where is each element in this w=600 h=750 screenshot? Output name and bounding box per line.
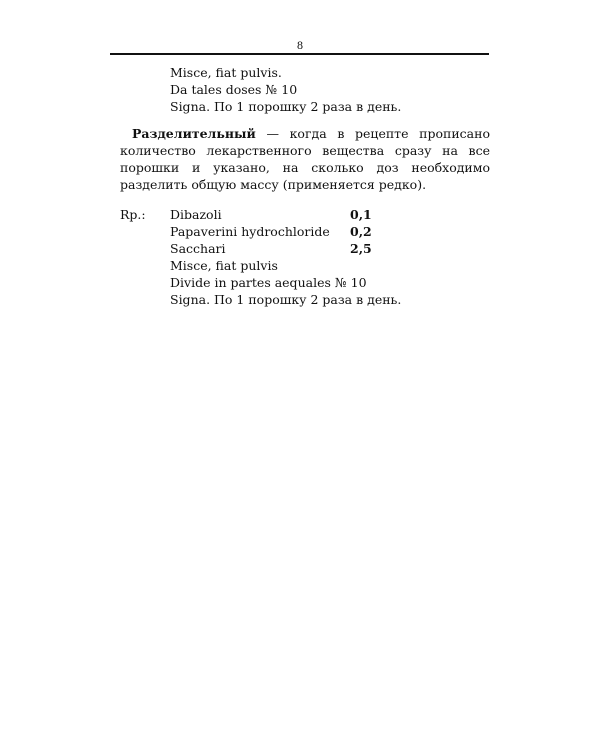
ingredient-name: Dibazoli <box>170 206 222 222</box>
recipe-instruction: Misce, fiat pulvis <box>170 257 278 273</box>
recipe-indent <box>120 240 170 257</box>
previous-recipe-block <box>120 64 490 115</box>
ingredient-amount: 0,2 <box>350 223 372 239</box>
recipe-instruction-row <box>120 257 490 274</box>
ingredient-amount: 0,1 <box>350 206 372 222</box>
recipe-line: Da tales doses № 10 <box>170 82 298 97</box>
recipe-line: Signa. По 1 порошку 2 раза в день. <box>170 99 402 114</box>
page-number: 8 <box>297 38 303 52</box>
ingredient-name: Sacchari <box>170 240 226 256</box>
recipe-indent <box>120 291 170 308</box>
recipe-block <box>120 206 490 308</box>
recipe-ingredient-row <box>120 206 490 223</box>
ingredient-amount: 2,5 <box>350 240 372 256</box>
recipe-indent <box>120 257 170 274</box>
recipe-instruction-row <box>120 274 490 291</box>
definition-paragraph <box>120 125 490 193</box>
recipe-instruction: Divide in partes aequales № 10 <box>170 274 367 290</box>
definition-text: — когда в рецепте прописано количество лекарственного вещества сразу на все порошки и указано, на сколько доз необходимо разделить общую массу (применяется редко). <box>120 126 490 192</box>
page-content <box>120 64 490 308</box>
ingredient-name: Papaverini hydrochloride <box>170 223 330 239</box>
recipe-indent <box>120 223 170 240</box>
recipe-ingredient-row <box>120 223 490 240</box>
recipe-instruction-row <box>120 291 490 308</box>
header-rule <box>110 53 489 55</box>
recipe-instruction: Signa. По 1 порошку 2 раза в день. <box>170 291 402 307</box>
recipe-indent <box>120 274 170 291</box>
recipe-ingredient-row <box>120 240 490 257</box>
recipe-label: Rp.: <box>120 206 146 222</box>
recipe-line: Misce, fiat pulvis. <box>170 65 282 80</box>
definition-term: Разделительный <box>132 126 256 141</box>
